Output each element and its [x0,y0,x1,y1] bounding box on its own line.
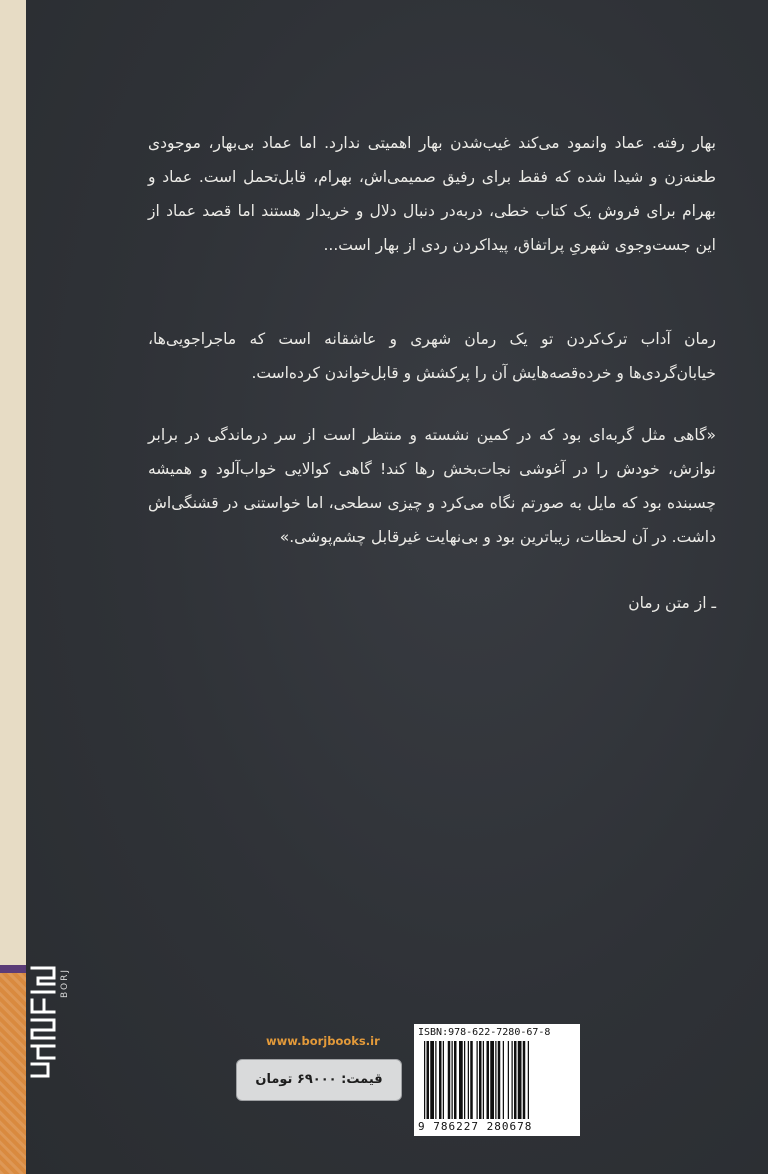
barcode-bar [477,1041,478,1119]
excerpt-quote: «گاهی مثل گربه‌ای بود که در کمین نشسته و منتظر است از سر درماندگی در برابر نوازش، خودش را در آغوشی نجات‌بخش رها کند! گاهی کوالایی خواب‌آلود و همیشه چسبنده بود که مایل به صورتم نگاه می‌کرد و چیزی سطحی، اما خواستنی در قشنگی‌اش داشت. در آن لحظات، زیباترین بود و بی‌نهایت غیرقابل چشم‌پوشی.» [148,426,716,546]
excerpt-source: ـ از متن رمان [628,594,716,612]
barcode-bar [498,1041,501,1119]
barcode-bar [523,1041,526,1119]
barcode-bar [514,1041,517,1119]
barcode-bar [464,1041,465,1119]
barcode-bar [490,1041,494,1119]
barcode-number: 9 786227 280678 [418,1120,533,1133]
barcode-bar [427,1041,430,1119]
spine-stripe-texture [0,973,26,1174]
publisher-logo [28,964,58,1082]
barcode-bar [439,1041,442,1119]
barcode-panel [414,1024,580,1136]
barcode-bar [459,1041,463,1119]
barcode-bar [443,1041,444,1119]
barcode-bar [470,1041,473,1119]
barcode-bar [508,1041,509,1119]
barcode-bar [452,1041,453,1119]
blurb-paragraph-2: رمان آداب ترک‌کردن تو یک رمان شهری و عاشقانه است که ماجراجویی‌ها، خیابان‌گردی‌ها و خرده‌قصه‌هایش آن را پرکشش و قابل‌خواندن کرده‌است. [148,330,716,382]
barcode-bar [468,1041,469,1119]
barcode-bar [479,1041,482,1119]
barcode-bar [430,1041,434,1119]
barcode-bar [503,1041,504,1119]
barcode-bars [424,1041,574,1119]
barcode-bar [424,1041,425,1119]
barcode-bar [495,1041,496,1119]
price-label: قیمت: ۶۹۰۰۰ تومان [236,1059,402,1101]
barcode-bar [448,1041,451,1119]
barcode-bar [528,1041,529,1119]
isbn-text: ISBN:978-622-7280-67-8 [418,1027,551,1038]
barcode-bar [518,1041,522,1119]
barcode-bar [454,1041,457,1119]
barcode-bar [512,1041,513,1119]
publisher-brand: BORJ [60,968,70,999]
barcode-bar [435,1041,436,1119]
barcode-bar [483,1041,484,1119]
barcode-bar [487,1041,490,1119]
publisher-website: www.borjbooks.ir [266,1034,380,1048]
blurb-paragraph-1: بهار رفته. عماد وانمود می‌کند غیب‌شدن بهار اهمیتی ندارد. اما عماد بی‌بهار، موجودی طعنه‌زن و شیدا شده که فقط برای رفیق صمیمی‌اش، بهرام، قابل‌تحمل است. عماد و بهرام برای فروش یک کتاب خطی، دربه‌در دنبال دلال و خریدار هستند اما قصد عماد از این جست‌وجوی شهریِ پراتفاق، پیداکردن ردی از بهار است... [148,134,716,254]
